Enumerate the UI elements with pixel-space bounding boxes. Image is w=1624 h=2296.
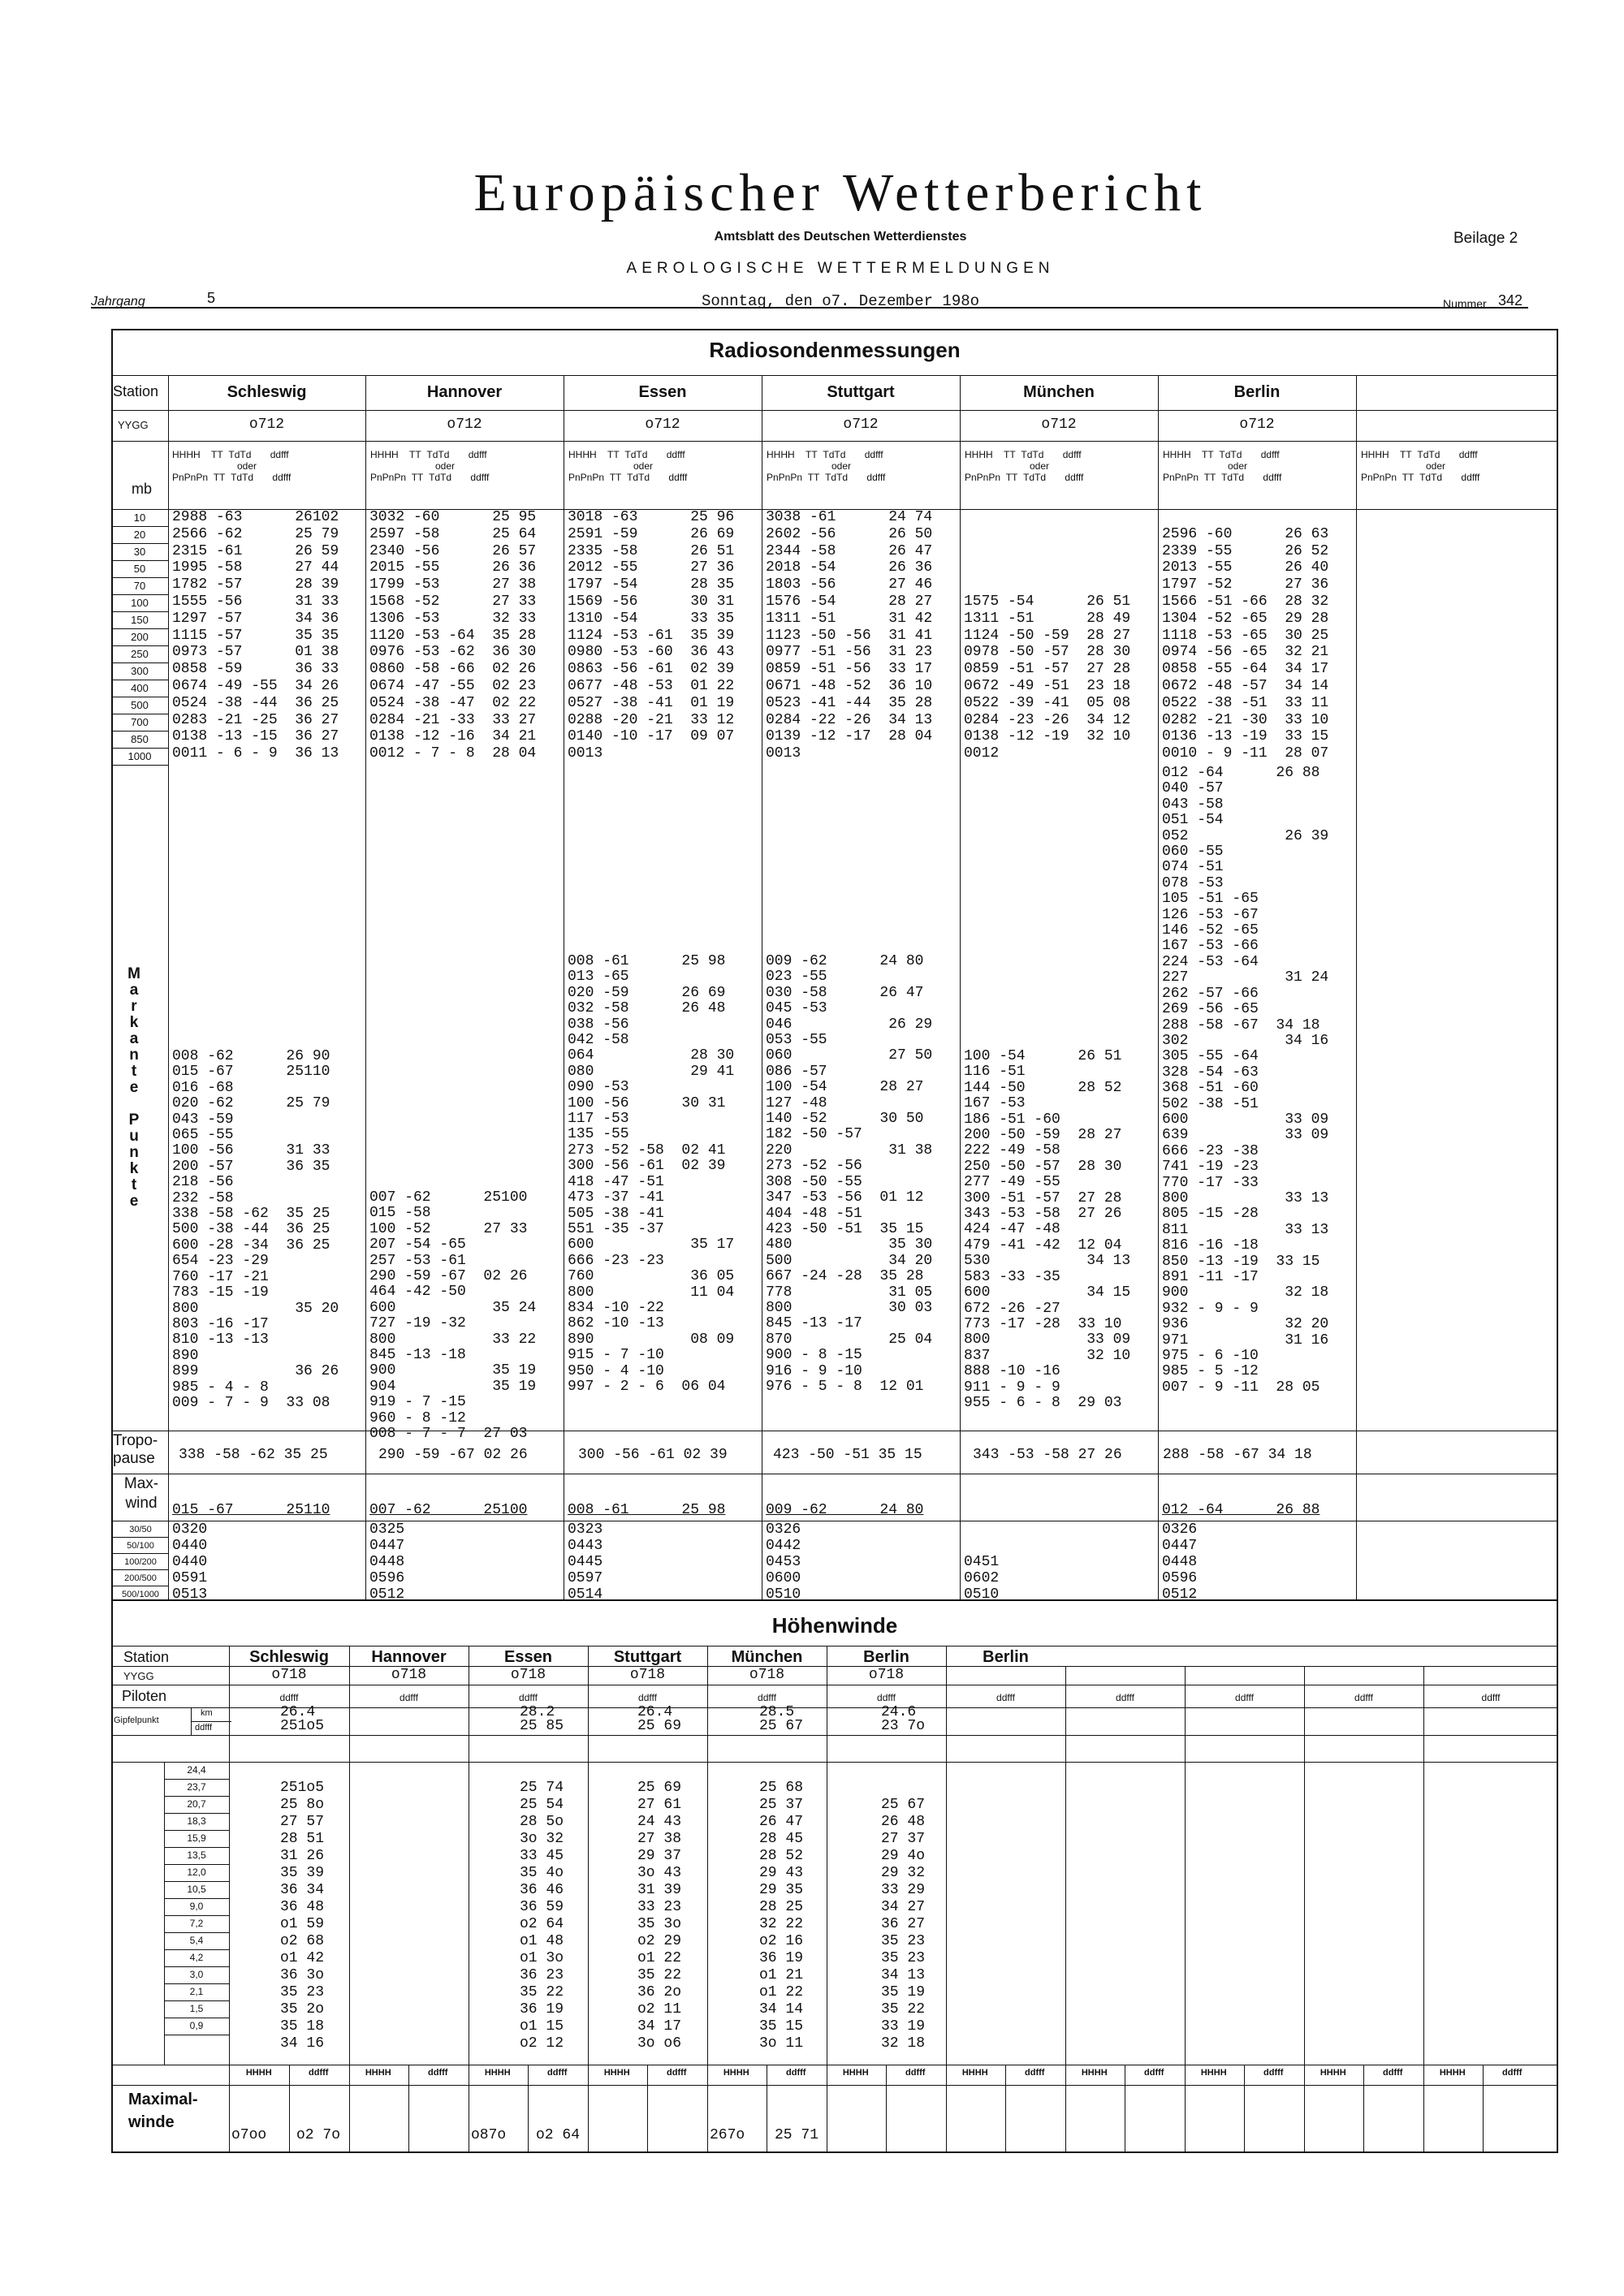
mark-data-muenchen: 100 -54 26 51 116 -51 144 -50 28 52 167 -53 186 -51 -60 200 -50 -59 28 27 222 -49 -58 250 -50 -57 28 30 277 -49 -55 300 -51 -57 27 28 343 -53 -58 27 26 424 -47 -48 479 -41 -42 12 04 530 34 13 583 -33 -35 600 34 15 672 -26 -27 773 -17 -28 33 10 800 33 09 837 32 10 888 -10 -16 911 - 9 - 9 955 - 6 - 8 29 03 (964, 1048, 1131, 1411)
wind-yygg: o718 (868, 1667, 905, 1683)
wind-station-berlin-2: Berlin (983, 1648, 1029, 1666)
yygg-value: o712 (1239, 416, 1275, 433)
col-header: HHHH TT TdTd ddfff oder PnPnPn TT TdTd ddfff (767, 449, 886, 483)
gipfel-berlin: 24.6 23 7o (881, 1704, 926, 1734)
ddfff-label: ddfff (1235, 1692, 1254, 1703)
thick-essen: 0323 0443 0445 0597 0514 (568, 1521, 603, 1603)
station-hannover: Hannover (426, 383, 503, 401)
tropo-schleswig: 338 -58 -62 35 25 (179, 1447, 328, 1463)
wind-station-essen: Essen (504, 1648, 552, 1666)
std-data-essen: 3018 -63 25 96 2591 -59 26 69 2335 -58 26 51 2012 -55 27 36 1797 -54 28 35 1569 -56 30 31 1310 -54 33 35 1124 -53 -61 35 39 0980 -53 -60 36 43 0863 -56 -61 02 39 0677 -48 -53 01 22 0527 -38 -41 01 19 0288 -20 -21 33 12 0140 -10 -17 09 07 0013 (568, 509, 735, 762)
mb-label: mb (132, 481, 153, 497)
station-stuttgart: Stuttgart (827, 383, 895, 401)
station-essen: Essen (638, 383, 687, 401)
page-title: Europäischer Wetterbericht (473, 163, 1207, 222)
beilage: Beilage 2 (1453, 230, 1518, 247)
km-levels: 24,4 23,7 20,7 18,3 15,9 13,5 12,0 10,5 9,0 7,2 5,4 4,2 3,0 2,1 1,5 0,9 (187, 1764, 206, 2031)
pressure-levels: 10 20 30 50 70 100 150 200 250 300 400 500 700 850 1000 (127, 511, 152, 762)
yygg-label: YYGG (123, 1670, 154, 1682)
hoehenwinde-title: Höhenwinde (771, 1613, 898, 1638)
gipfel-muenchen: 28.5 25 67 (759, 1704, 804, 1734)
tropo-berlin: 288 -58 -67 34 18 (1163, 1447, 1312, 1463)
station-label: Station (123, 1649, 170, 1665)
maxwind-label: Max-wind (123, 1475, 159, 1512)
std-data-stuttgart: 3038 -61 24 74 2602 -56 26 50 2344 -58 26 47 2018 -54 26 36 1803 -56 27 46 1576 -54 28 27 1311 -51 31 42 1123 -50 -56 31 41 0977 -51 -56 31 23 0859 -51 -56 33 17 0671 -48 -52 36 10 0523 -41 -44 35 28 0284 -22 -26 34 13 0139 -12 -17 28 04 0013 (766, 509, 933, 762)
thick-hannover: 0325 0447 0448 0596 0512 (369, 1521, 405, 1603)
yygg-value: o712 (447, 416, 482, 433)
station-label: Station (113, 383, 159, 399)
wind-yygg: o718 (510, 1667, 546, 1683)
gipfel-essen: 28.2 25 85 (520, 1704, 564, 1734)
tropo-muenchen: 343 -53 -58 27 26 (973, 1447, 1122, 1463)
thickness-labels: 30/50 50/100 100/200 200/500 500/1000 (122, 1525, 159, 1599)
wind-yygg: o718 (271, 1667, 307, 1683)
yygg-label: YYGG (118, 419, 149, 431)
mark-data-hannover: 007 -62 25100 015 -58 100 -52 27 33 207 -54 -65 257 -53 -61 290 -59 -67 02 26 464 -42 -50 600 35 24 727 -19 -32 800 33 22 845 -13 -18 900 35 19 904 35 19 919 - 7 -15 960 - 8 -12 008 - 7 - 7 27 03 (369, 1189, 537, 1443)
col-header: HHHH TT TdTd ddfff oder PnPnPn TT TdTd ddfff (1163, 449, 1282, 483)
ddfff-label: ddfff (519, 1692, 538, 1703)
piloten-label: Piloten (122, 1688, 167, 1704)
max-hhhh-essen: o87o (471, 2127, 507, 2143)
max-ddfff-muenchen: 25 71 (775, 2127, 819, 2143)
max-ddfff-schleswig: o2 7o (296, 2127, 341, 2143)
station-muenchen: München (1023, 383, 1095, 401)
yygg-value: o712 (248, 416, 285, 433)
maxwind-hannover: 007 -62 25100 (369, 1502, 528, 1518)
winds-stuttgart: 25 69 27 61 24 43 27 38 29 37 3o 43 31 39 33 23 35 3o o2 29 o1 22 35 22 36 2o o2 11 34 17 3o o6 (637, 1780, 682, 2052)
nummer-value: 342 (1498, 292, 1523, 309)
tropo-essen: 300 -56 -61 02 39 (578, 1447, 728, 1463)
wind-station-hannover: Hannover (371, 1648, 447, 1666)
maxwind-berlin: 012 -64 26 88 (1162, 1502, 1320, 1518)
station-berlin: Berlin (1233, 383, 1281, 401)
ddfff-label: ddfff (279, 1692, 299, 1703)
yygg-value: o712 (645, 416, 680, 433)
wind-station-berlin: Berlin (863, 1648, 909, 1666)
markante-punkte-label: M a r k a n t e P u n k t e (127, 965, 140, 1210)
maxwind-stuttgart: 009 -62 24 80 (766, 1502, 924, 1518)
thick-muenchen: 0451 0602 0510 (964, 1554, 1000, 1603)
ddfff-label: ddfff (877, 1692, 896, 1703)
winds-berlin: 25 67 26 48 27 37 29 4o 29 32 33 29 34 27 36 27 35 23 35 23 34 13 35 19 35 22 33 19 32 18 (881, 1797, 926, 2052)
ddfff-label: ddfff (996, 1692, 1015, 1703)
ddfff-label: ddfff (195, 1723, 213, 1733)
col-header: HHHH TT TdTd ddfff oder PnPnPn TT TdTd ddfff (965, 449, 1084, 483)
ddfff-label: ddfff (638, 1692, 657, 1703)
yygg-value: o712 (1041, 416, 1077, 433)
col-header: HHHH TT TdTd ddfff oder PnPnPn TT TdTd ddfff (172, 449, 292, 483)
wind-yygg: o718 (391, 1667, 427, 1683)
ddfff-label: ddfff (1116, 1692, 1134, 1703)
tropopause-label: Tropo-pause (113, 1432, 158, 1467)
ddfff-label: ddfff (400, 1692, 418, 1703)
winds-essen: 25 74 25 54 28 5o 3o 32 33 45 35 4o 36 46 36 59 o2 64 o1 48 o1 3o 36 23 35 22 36 19 o1 15 o2 12 (520, 1780, 564, 2052)
tropo-stuttgart: 423 -50 -51 35 15 (773, 1447, 922, 1463)
mark-data-stuttgart: 009 -62 24 80 023 -55 030 -58 26 47 045 -53 046 26 29 053 -55 060 27 50 086 -57 100 -54 28 27 127 -48 140 -52 30 50 182 -50 -57 220 31 38 273 -52 -56 308 -50 -55 347 -53 -56 01 12 404 -48 -51 423 -50 -51 35 15 480 35 30 500 34 20 667 -24 -28 35 28 778 31 05 800 30 03 845 -13 -17 870 25 04 900 - 8 -15 916 - 9 -10 976 - 5 - 8 12 01 (766, 953, 933, 1395)
ddfff-label: ddfff (758, 1692, 776, 1703)
wind-yygg: o718 (749, 1667, 785, 1683)
std-data-schleswig: 2988 -63 26102 2566 -62 25 79 2315 -61 26 59 1995 -58 27 44 1782 -57 28 39 1555 -56 31 33 1297 -57 34 36 1115 -57 35 35 0973 -57 01 38 0858 -59 36 33 0674 -49 -55 34 26 0524 -38 -44 36 25 0283 -21 -25 36 27 0138 -13 -15 36 27 0011 - 6 - 9 36 13 (172, 509, 339, 762)
mark-data-berlin: 012 -64 26 88 040 -57 043 -58 051 -54 052 26 39 060 -55 074 -51 078 -53 105 -51 -65 126 -53 -67 146 -52 -65 167 -53 -66 224 -53 -64 227 31 24 262 -57 -66 269 -56 -65 288 -58 -67 34 18 302 34 16 305 -55 -64 328 -54 -63 368 -51 -60 502 -38 -51 600 33 09 639 33 09 666 -23 -38 741 -19 -23 770 -17 -33 800 33 13 805 -15 -28 811 33 13 816 -16 -18 850 -13 -19 33 15 891 -11 -17 900 32 18 932 - 9 - 9 936 32 20 971 31 16 975 - 6 -10 985 - 5 -12 007 - 9 -11 28 05 (1162, 765, 1329, 1396)
gipfel-stuttgart: 26.4 25 69 (637, 1704, 682, 1734)
tropo-hannover: 290 -59 -67 02 26 (378, 1447, 528, 1463)
subtitle: Amtsblatt des Deutschen Wetterdienstes (714, 230, 967, 244)
maxwind-schleswig: 015 -67 25110 (172, 1502, 330, 1518)
wind-station-stuttgart: Stuttgart (613, 1648, 682, 1666)
ddfff-label: ddfff (1354, 1692, 1373, 1703)
km-label: km (201, 1708, 213, 1718)
thick-schleswig: 0320 0440 0440 0591 0513 (172, 1521, 208, 1603)
section-heading: AEROLOGISCHE WETTERMELDUNGEN (626, 260, 1055, 277)
std-data-hannover: 3032 -60 25 95 2597 -58 25 64 2340 -56 26 57 2015 -55 26 36 1799 -53 27 38 1568 -52 27 33 1306 -53 32 33 1120 -53 -64 35 28 0976 -53 -62 36 30 0860 -58 -66 02 26 0674 -47 -55 02 23 0524 -38 -47 02 22 0284 -21 -33 33 27 0138 -12 -16 34 21 0012 - 7 - 8 28 04 (369, 509, 537, 762)
max-hhhh-muenchen: 267o (710, 2127, 745, 2143)
jahrgang-label: Jahrgang (91, 295, 145, 309)
ddfff-label: ddfff (1481, 1692, 1501, 1703)
mark-data-essen: 008 -61 25 98 013 -65 020 -59 26 69 032 -58 26 48 038 -56 042 -58 064 28 30 080 29 41 090 -53 100 -56 30 31 117 -53 135 -55 273 -52 -58 02 41 300 -56 -61 02 39 418 -47 -51 473 -37 -41 505 -38 -41 551 -35 -37 600 35 17 666 -23 -23 760 36 05 800 11 04 834 -10 -22 862 -10 -13 890 08 09 915 - 7 -10 950 - 4 -10 997 - 2 - 6 06 04 (568, 953, 735, 1395)
yygg-value: o712 (843, 416, 879, 433)
gipfel-schleswig: 26.4 251o5 (280, 1704, 325, 1734)
date: Sonntag, den o7. Dezember 198o (701, 292, 980, 310)
wind-yygg: o718 (629, 1667, 666, 1683)
col-header: HHHH TT TdTd ddfff oder PnPnPn TT TdTd ddfff (568, 449, 688, 483)
winds-schleswig: 251o5 25 8o 27 57 28 51 31 26 35 39 36 34 36 48 o1 59 o2 68 o1 42 36 3o 35 23 35 2o 35 18 34 16 (280, 1780, 325, 2052)
maximalwinde-label: Maximal-winde (128, 2091, 198, 2131)
maximalwinde-header: HHHH ddfff HHHH ddfff HHHH ddfff HHHH ddfff HHHH ddfff HHHH ddfff HHHH ddfff HHHH ddfff HHHH ddfff HHHH ddfff HHHH ddfff (245, 2068, 1522, 2078)
nummer-label: Nummer (1443, 297, 1487, 310)
max-ddfff-essen: o2 64 (536, 2127, 581, 2143)
std-data-berlin: 2596 -60 26 63 2339 -55 26 52 2013 -55 26 40 1797 -52 27 36 1566 -51 -66 28 32 1304 -52 -65 29 28 1118 -53 -65 30 25 0974 -56 -65 32 21 0858 -55 -64 34 17 0672 -48 -57 34 14 0522 -38 -51 33 11 0282 -21 -30 33 10 0136 -13 -19 33 15 0010 - 9 -11 28 07 (1162, 525, 1329, 762)
max-hhhh-schleswig: o7oo (231, 2127, 267, 2143)
thick-stuttgart: 0326 0442 0453 0600 0510 (766, 1521, 801, 1603)
std-data-muenchen: 1575 -54 26 51 1311 -51 28 49 1124 -50 -59 28 27 0978 -50 -57 28 30 0859 -51 -57 27 28 0672 -49 -51 23 18 0522 -39 -41 05 08 0284 -23 -26 34 12 0138 -12 -19 32 10 0012 (964, 593, 1131, 762)
col-header: HHHH TT TdTd ddfff oder PnPnPn TT TdTd ddfff (370, 449, 490, 483)
wind-station-schleswig: Schleswig (249, 1648, 329, 1666)
radiosonde-title: Radiosondenmessungen (709, 338, 961, 362)
jahrgang-value: 5 (207, 290, 216, 306)
maxwind-essen: 008 -61 25 98 (568, 1502, 726, 1518)
mark-data-schleswig: 008 -62 26 90 015 -67 25110 016 -68 020 -62 25 79 043 -59 065 -55 100 -56 31 33 200 -57 36 35 218 -56 232 -58 338 -58 -62 35 25 500 -38 -44 36 25 600 -28 -34 36 25 654 -23 -29 760 -17 -21 783 -15 -19 800 35 20 803 -16 -17 810 -13 -13 890 899 36 26 985 - 4 - 8 009 - 7 - 9 33 08 (172, 1048, 339, 1411)
station-schleswig: Schleswig (227, 383, 307, 401)
wind-station-muenchen: München (731, 1648, 803, 1666)
gipfelpunkt-label: Gipfelpunkt (114, 1716, 159, 1725)
thick-berlin: 0326 0447 0448 0596 0512 (1162, 1521, 1198, 1603)
winds-muenchen: 25 68 25 37 26 47 28 45 28 52 29 43 29 35 28 25 32 22 o2 16 36 19 o1 21 o1 22 34 14 35 15 3o 11 (759, 1780, 804, 2052)
col-header: HHHH TT TdTd ddfff oder PnPnPn TT TdTd ddfff (1361, 449, 1480, 483)
